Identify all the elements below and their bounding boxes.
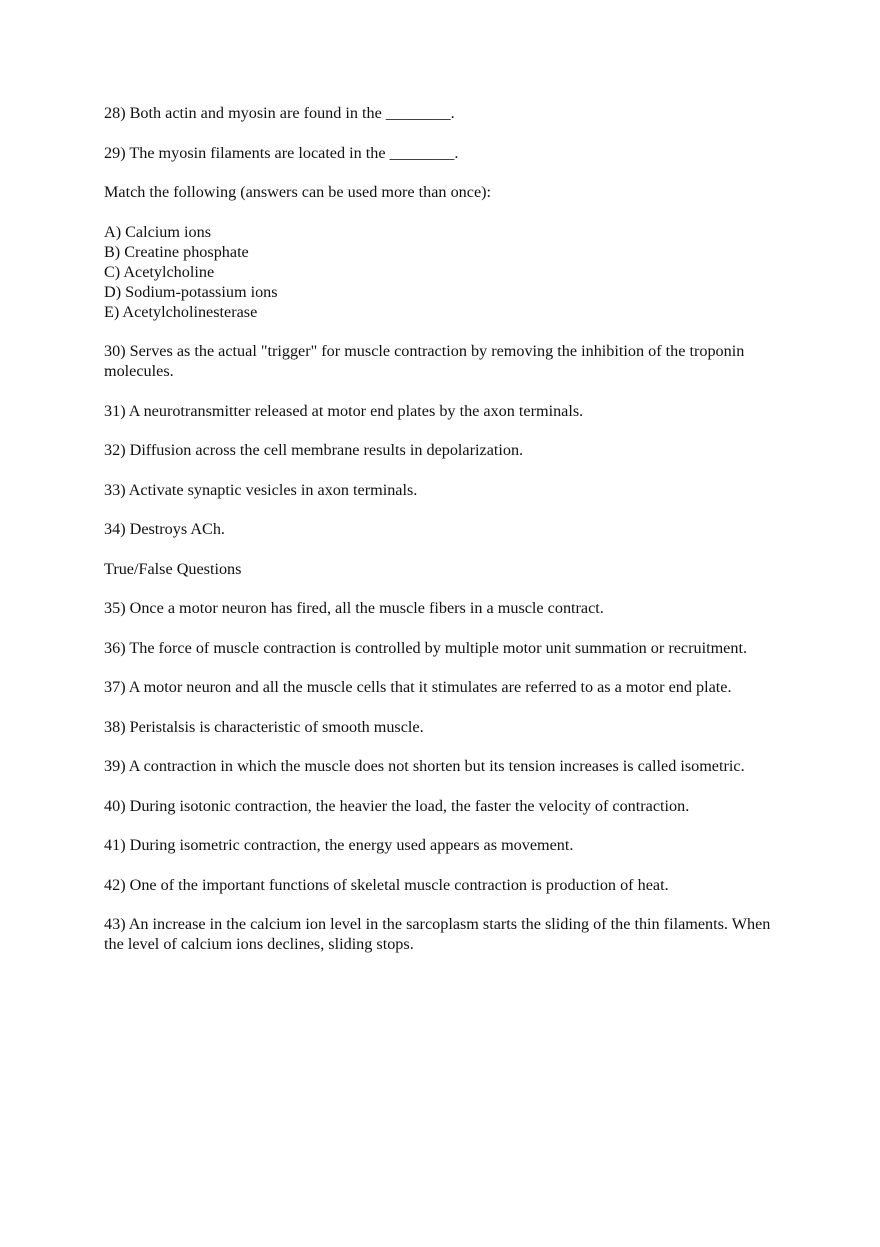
- question-39: 39) A contraction in which the muscle does not shorten but its tension increases is called isometric.: [104, 757, 745, 775]
- question-33: 33) Activate synaptic vesicles in axon terminals.: [104, 480, 418, 499]
- document-page: [104, 103, 794, 974]
- question-42: 42) One of the important functions of skeletal muscle contraction is production of heat.: [104, 875, 669, 894]
- question-32: 32) Diffusion across the cell membrane results in depolarization.: [104, 441, 524, 459]
- choice-a: A) Calcium ions: [104, 222, 212, 241]
- true-false-heading: True/False Questions: [104, 559, 242, 578]
- matching-instruction: Match the following (answers can be used more than once):: [104, 183, 492, 201]
- choice-b: B) Creatine phosphate: [104, 242, 249, 261]
- question-37: 37) A motor neuron and all the muscle cells that it stimulates are referred to as a motor end plate.: [104, 678, 732, 696]
- question-36: 36) The force of muscle contraction is controlled by multiple motor unit summation or recruitment.: [104, 638, 747, 657]
- question-35: 35) Once a motor neuron has fired, all the muscle fibers in a muscle contract.: [104, 599, 604, 617]
- choice-c: C) Acetylcholine: [104, 262, 215, 281]
- choice-e: E) Acetylcholinesterase: [104, 302, 258, 321]
- question-38: 38) Peristalsis is characteristic of smooth muscle.: [104, 717, 424, 736]
- question-29: 29) The myosin filaments are located in the ________.: [104, 143, 459, 162]
- question-43: 43) An increase in the calcium ion level in the sarcoplasm starts the sliding of the thin filaments. When the level of calcium ions declines, sliding stops.: [104, 915, 775, 953]
- choice-d: D) Sodium-potassium ions: [104, 282, 278, 301]
- question-30: 30) Serves as the actual "trigger" for muscle contraction by removing the inhibition of the troponin molecules.: [104, 342, 749, 380]
- matching-choices-list: [104, 222, 794, 322]
- question-40: 40) During isotonic contraction, the heavier the load, the faster the velocity of contraction.: [104, 796, 690, 815]
- question-34: 34) Destroys ACh.: [104, 520, 225, 538]
- question-28: 28) Both actin and myosin are found in the ________.: [104, 104, 455, 122]
- question-31: 31) A neurotransmitter released at motor end plates by the axon terminals.: [104, 401, 584, 420]
- question-41: 41) During isometric contraction, the energy used appears as movement.: [104, 836, 574, 854]
